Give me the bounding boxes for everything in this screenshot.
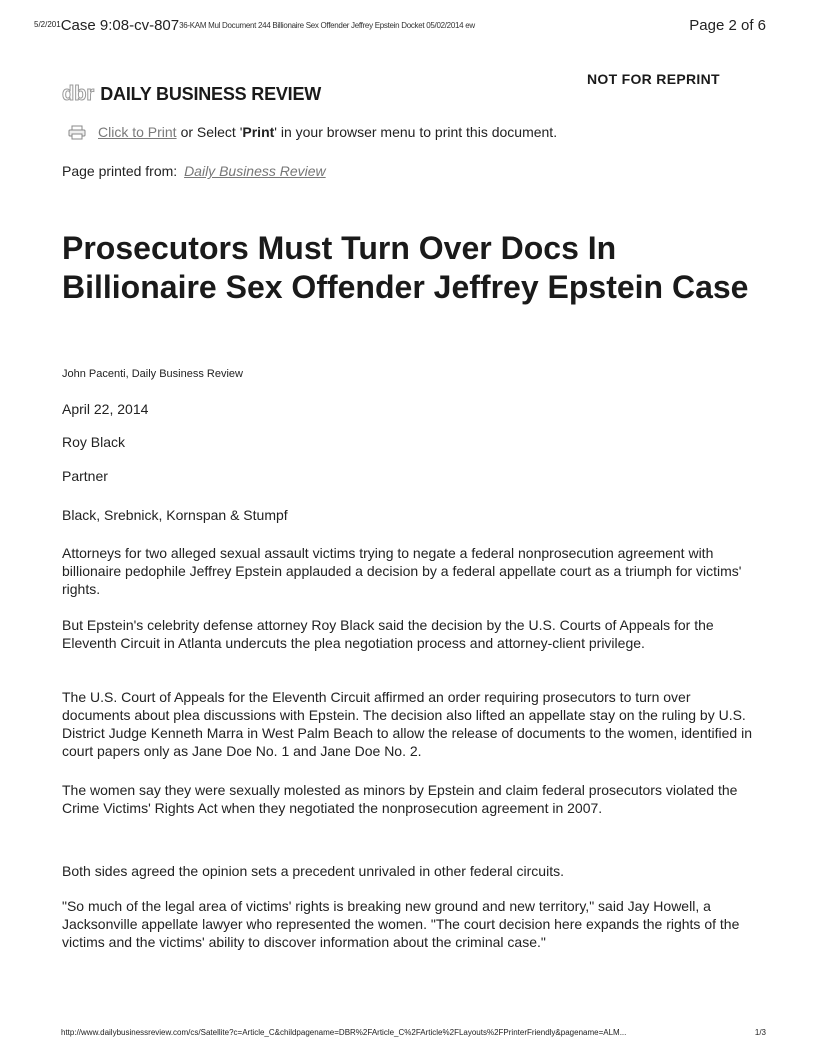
article-headline: Prosecutors Must Turn Over Docs In Billionaire Sex Offender Jeffrey Epstein Case <box>62 230 749 305</box>
article-paragraph: Both sides agreed the opinion sets a precedent unrivaled in other federal circuits. <box>62 863 564 879</box>
article-byline: John Pacenti, Daily Business Review <box>62 368 243 380</box>
court-page-label: Page 2 of 6 <box>685 17 766 34</box>
publication-logo <box>62 82 321 106</box>
printed-from-line <box>62 163 326 179</box>
article-paragraph: The U.S. Court of Appeals for the Eleventh Circuit affirmed an order requiring prosecutors to turn over documents about plea discussions with Epstein. The decision also lifted an appellate stay on the ruling by U.S. District Judge Kenneth Marra in West Palm Beach to allow the release of documents to the women, identified in court papers only as Jane Doe No. 1 and Jane Doe No. 2. <box>62 689 752 759</box>
article-date: April 22, 2014 <box>62 401 149 417</box>
court-header-stamp <box>34 17 794 39</box>
overprint-text: 36-KAM Mul Document 244 Billionaire Sex Offender Jeffrey Epstein Docket 05/02/2014 ew <box>179 21 475 30</box>
person-name: Roy Black <box>62 434 126 450</box>
print-bar <box>62 124 557 140</box>
article-paragraph: But Epstein's celebrity defense attorney Roy Black said the decision by the U.S. Courts of Appeals for the Eleventh Circuit in Atlanta undercuts the plea negotiation process and attorney-client privilege. <box>62 617 714 651</box>
print-instruction-end: ' in your browser menu to print this document. <box>274 124 558 140</box>
page-footer <box>61 1028 766 1037</box>
not-for-reprint-label: NOT FOR REPRINT <box>587 71 720 87</box>
print-keyword: Print <box>242 124 275 140</box>
case-number: Case 9:08-cv-807 <box>60 17 180 34</box>
article-paragraph: The women say they were sexually molested as minors by Epstein and claim federal prosecutors violated the Crime Victims' Rights Act when they negotiated the nonprosecution agreement in 2007. <box>62 782 738 816</box>
article-paragraph: "So much of the legal area of victims' rights is breaking new ground and new territory," said Jay Howell, a Jacksonville appellate lawyer who represented the women. "The court decision here expands the rights of the victims and the victims' ability to discover information about the criminal case." <box>62 898 740 950</box>
click-to-print-link[interactable]: Click to Print <box>98 124 177 140</box>
source-link[interactable]: Daily Business Review <box>184 163 326 179</box>
footer-page-count: 1/3 <box>749 1028 766 1037</box>
publication-name: DAILY BUSINESS REVIEW <box>100 83 322 104</box>
print-instruction-start: or Select ' <box>180 124 243 140</box>
footer-url: http://www.dailybusinessreview.com/cs/Satellite?c=Article_C&childpagename=DBR%2FArticle_C%2FArticle%2FLayouts%2FPrinterFriendly&pagename=ALM... <box>61 1028 627 1037</box>
person-title: Partner <box>62 468 108 484</box>
date-stamp: 5/2/201 <box>34 20 61 29</box>
printer-icon[interactable] <box>68 125 86 140</box>
dbr-logo-mark: dbr <box>62 82 95 105</box>
article-paragraph: Attorneys for two alleged sexual assault victims trying to negate a federal nonprosecution agreement with billionaire pedophile Jeffrey Epstein applauded a decision by a federal appellate court as a triumph for victims' rights. <box>62 545 742 597</box>
printed-from-label: Page printed from: <box>62 163 178 179</box>
person-firm: Black, Srebnick, Kornspan & Stumpf <box>62 507 288 523</box>
